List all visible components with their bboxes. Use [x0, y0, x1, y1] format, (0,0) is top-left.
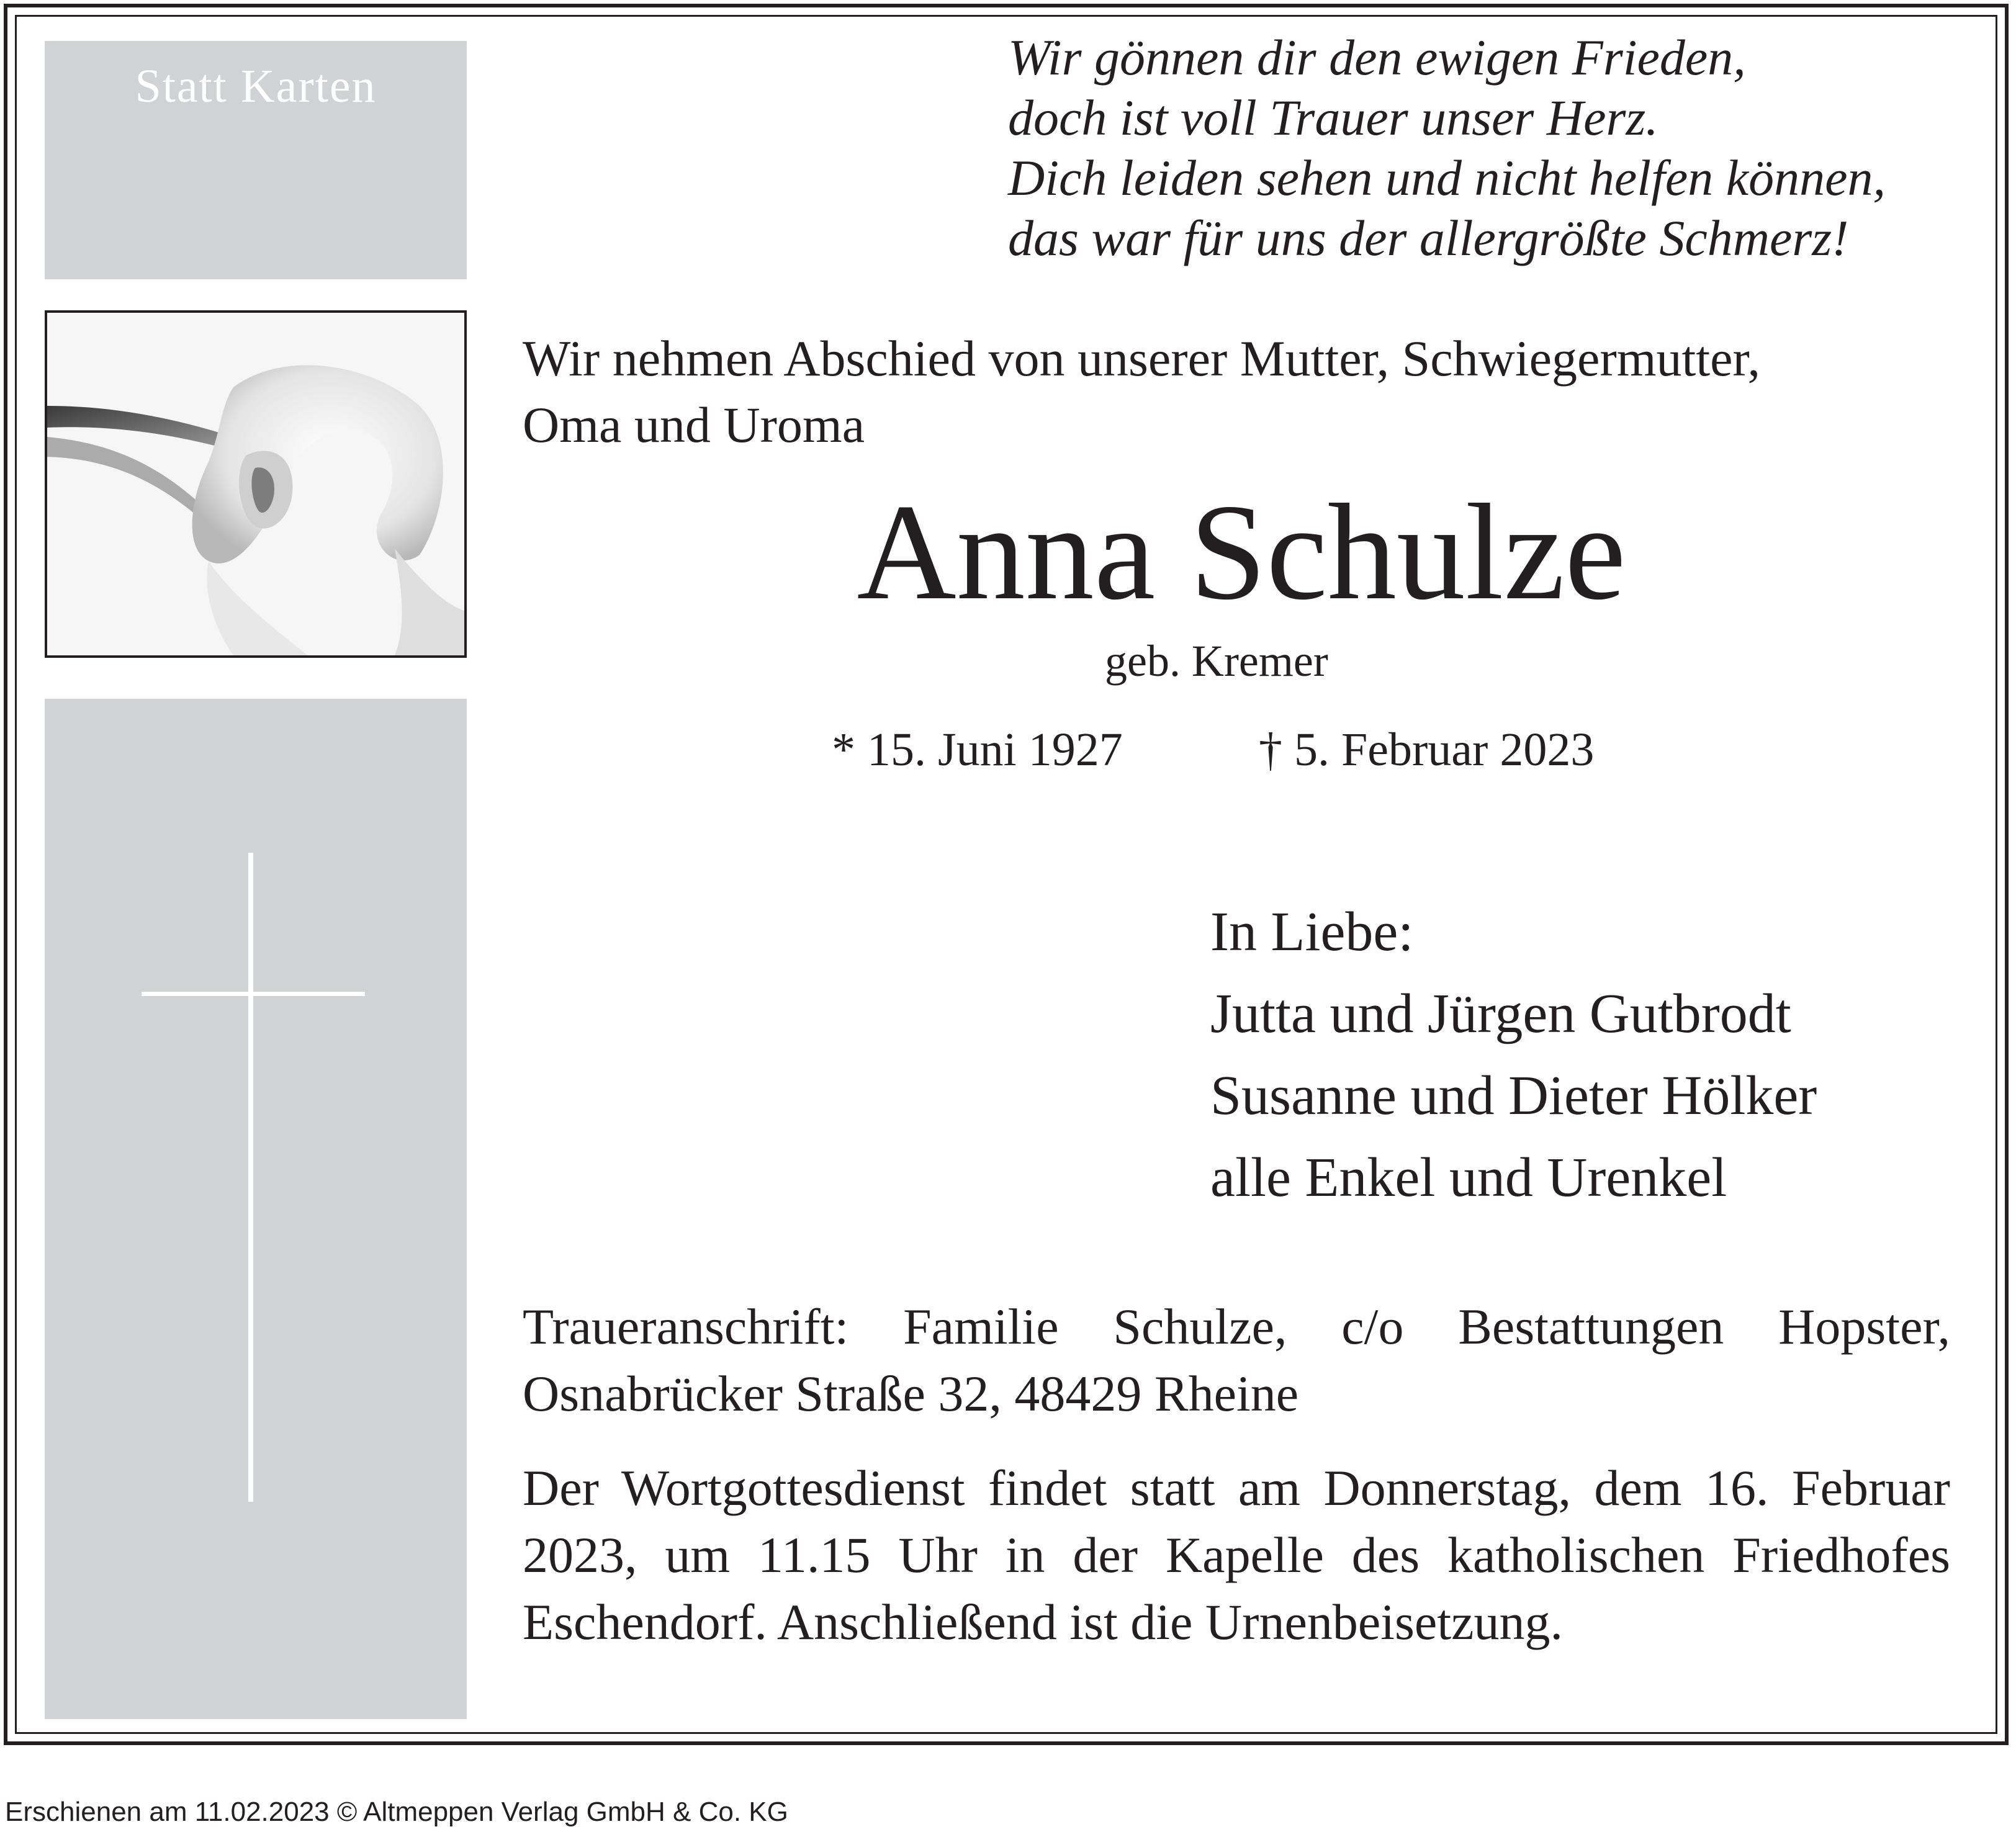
- family-list: [1210, 891, 1817, 1219]
- family-heading: In Liebe:: [1210, 901, 1414, 963]
- cross-icon: [248, 853, 253, 1502]
- intro-line: Oma und Uroma: [523, 397, 865, 453]
- family-member: Jutta und Jürgen Gutbrodt: [1210, 983, 1791, 1044]
- farewell-intro: [523, 325, 1950, 458]
- birth-date: * 15. Juni 1927: [832, 724, 1123, 776]
- poem-line: Dich leiden sehen und nicht helfen können,: [1008, 150, 1886, 206]
- cross-bar: [142, 992, 365, 996]
- family-member: Susanne und Dieter Hölker: [1210, 1065, 1817, 1126]
- cross-panel: [45, 699, 467, 1719]
- poem: [1008, 27, 1976, 268]
- death-date: † 5. Februar 2023: [1259, 724, 1595, 776]
- calla-lily-icon: [47, 313, 464, 655]
- statt-karten-label: Statt Karten: [135, 60, 377, 112]
- poem-line: doch ist voll Trauer unser Herz.: [1008, 89, 1658, 146]
- publication-footer: Erschienen am 11.02.2023 © Altmeppen Verlag GmbH & Co. KG: [5, 1797, 788, 1827]
- poem-line: das war für uns der allergrößte Schmerz!: [1008, 210, 1849, 266]
- calla-lily-photo: [45, 310, 467, 658]
- maiden-name: geb. Kremer: [1105, 636, 1328, 686]
- deceased-name: Anna Schulze: [857, 476, 1626, 629]
- family-member: alle Enkel und Urenkel: [1210, 1147, 1727, 1208]
- mourning-address: Traueranschrift: Familie Schulze, c/o Bestattungen Hopster, Osnabrücker Straße 32, 48429 Rheine: [523, 1298, 1950, 1422]
- poem-line: Wir gönnen dir den ewigen Frieden,: [1008, 29, 1746, 86]
- statt-karten-panel: [45, 41, 467, 279]
- service-details: Der Wortgottesdienst findet statt am Donnerstag, dem 16. Februar 2023, um 11.15 Uhr in der Kapelle des katholischen Friedhofes Eschendorf. Anschließend ist die Urnenbeisetzung.: [523, 1460, 1950, 1650]
- intro-line: Wir nehmen Abschied von unserer Mutter, Schwiegermutter,: [523, 330, 1761, 387]
